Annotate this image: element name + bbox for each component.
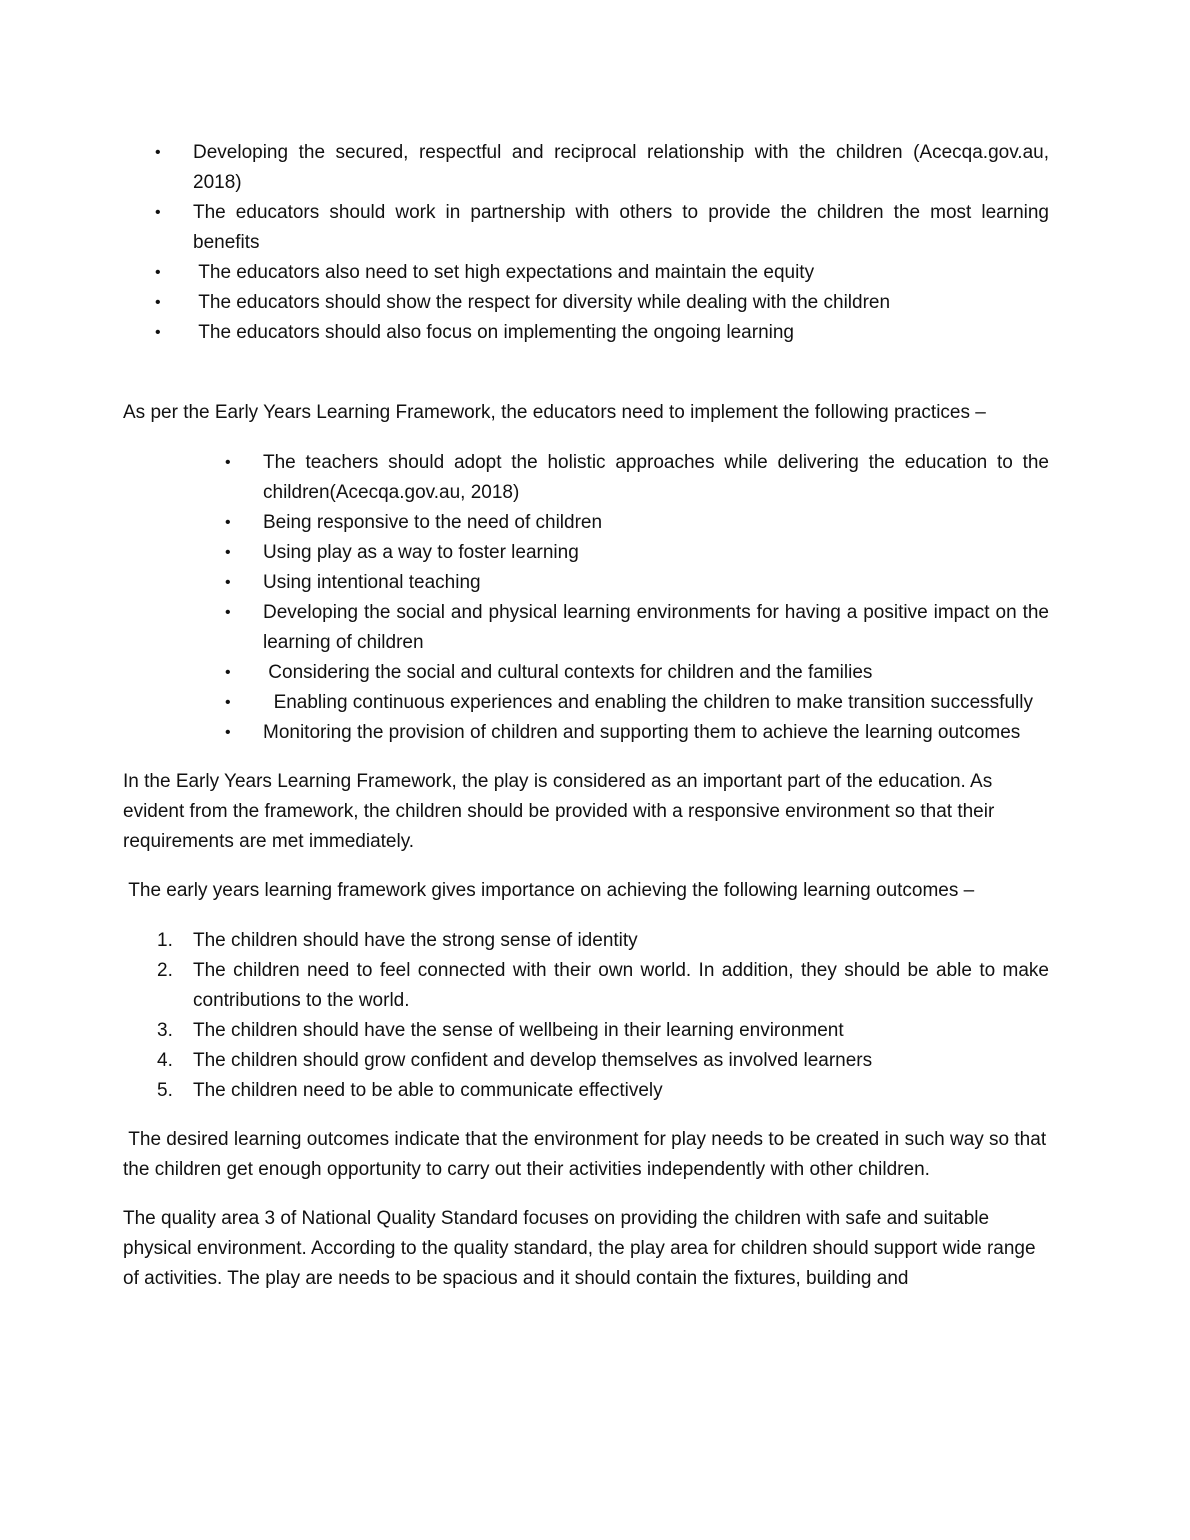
- list-item: • Considering the social and cultural contexts for children and the families: [263, 658, 1049, 688]
- bullet-icon: •: [155, 324, 161, 341]
- list-item: • The teachers should adopt the holistic approaches while delivering the education to the children(Acecqa.gov.au, 2018): [263, 448, 1049, 508]
- bullet-icon: •: [225, 574, 231, 591]
- list-item: • The educators should also focus on implementing the ongoing learning: [193, 318, 1049, 348]
- list-item: • The educators should show the respect for diversity while dealing with the children: [193, 288, 1049, 318]
- list-item: 2. The children need to feel connected with their own world. In addition, they should be able to make contributions to the world.: [193, 956, 1049, 1016]
- list-item: • Using play as a way to foster learning: [263, 538, 1049, 568]
- desired-outcomes-paragraph: The desired learning outcomes indicate that the environment for play needs to be created in such way so that the children get enough opportunity to carry out their activities independently with other children.: [123, 1129, 1052, 1180]
- list-item: • The educators also need to set high expectations and maintain the equity: [193, 258, 1049, 288]
- bullet-icon: •: [225, 544, 231, 561]
- bullet-icon: •: [225, 724, 231, 741]
- list-item: • Developing the secured, respectful and reciprocal relationship with the children (Acecqa.gov.au, 2018): [193, 138, 1049, 198]
- list-item: • Enabling continuous experiences and enabling the children to make transition successfully: [263, 688, 1049, 718]
- bullet-icon: •: [155, 264, 161, 281]
- learning-outcomes-intro: The early years learning framework gives importance on achieving the following learning outcomes –: [123, 880, 975, 901]
- list-item: • The educators should work in partnership with others to provide the children the most learning benefits: [193, 198, 1049, 258]
- eylf-practices-list: [225, 448, 1055, 748]
- bullet-icon: •: [155, 144, 161, 161]
- list-item: 5. The children need to be able to communicate effectively: [193, 1076, 1049, 1106]
- list-item: 3. The children should have the sense of wellbeing in their learning environment: [193, 1016, 1049, 1046]
- document-body: [123, 138, 1055, 1294]
- educator-principles-list: [155, 138, 1055, 348]
- list-item: 1. The children should have the strong sense of identity: [193, 926, 1049, 956]
- list-item: • Developing the social and physical learning environments for having a positive impact on the learning of children: [263, 598, 1049, 658]
- bullet-icon: •: [225, 454, 231, 471]
- bullet-icon: •: [155, 294, 161, 311]
- learning-outcomes-list: [157, 926, 1049, 1106]
- list-number: 3.: [157, 1020, 173, 1041]
- list-item: • Being responsive to the need of children: [263, 508, 1049, 538]
- list-number: 4.: [157, 1050, 173, 1071]
- list-item: • Monitoring the provision of children and supporting them to achieve the learning outcomes: [263, 718, 1049, 748]
- bullet-icon: •: [155, 204, 161, 221]
- list-number: 2.: [157, 960, 173, 981]
- list-number: 5.: [157, 1080, 173, 1101]
- quality-area-paragraph: The quality area 3 of National Quality Standard focuses on providing the children with safe and suitable physical environment. According to the quality standard, the play area for children should support wide range of activities. The play are needs to be spacious and it should contain the fixtures, building and: [123, 1208, 1036, 1289]
- bullet-icon: •: [225, 664, 231, 681]
- list-item: 4. The children should grow confident and develop themselves as involved learners: [193, 1046, 1049, 1076]
- eylf-practices-intro: As per the Early Years Learning Framework, the educators need to implement the following practices –: [123, 402, 986, 423]
- bullet-icon: •: [225, 604, 231, 621]
- bullet-icon: •: [225, 694, 231, 711]
- list-item: • Using intentional teaching: [263, 568, 1049, 598]
- bullet-icon: •: [225, 514, 231, 531]
- play-paragraph: In the Early Years Learning Framework, the play is considered as an important part of the education. As evident from the framework, the children should be provided with a responsive environment so that their requirements are met immediately.: [123, 771, 995, 852]
- list-number: 1.: [157, 930, 173, 951]
